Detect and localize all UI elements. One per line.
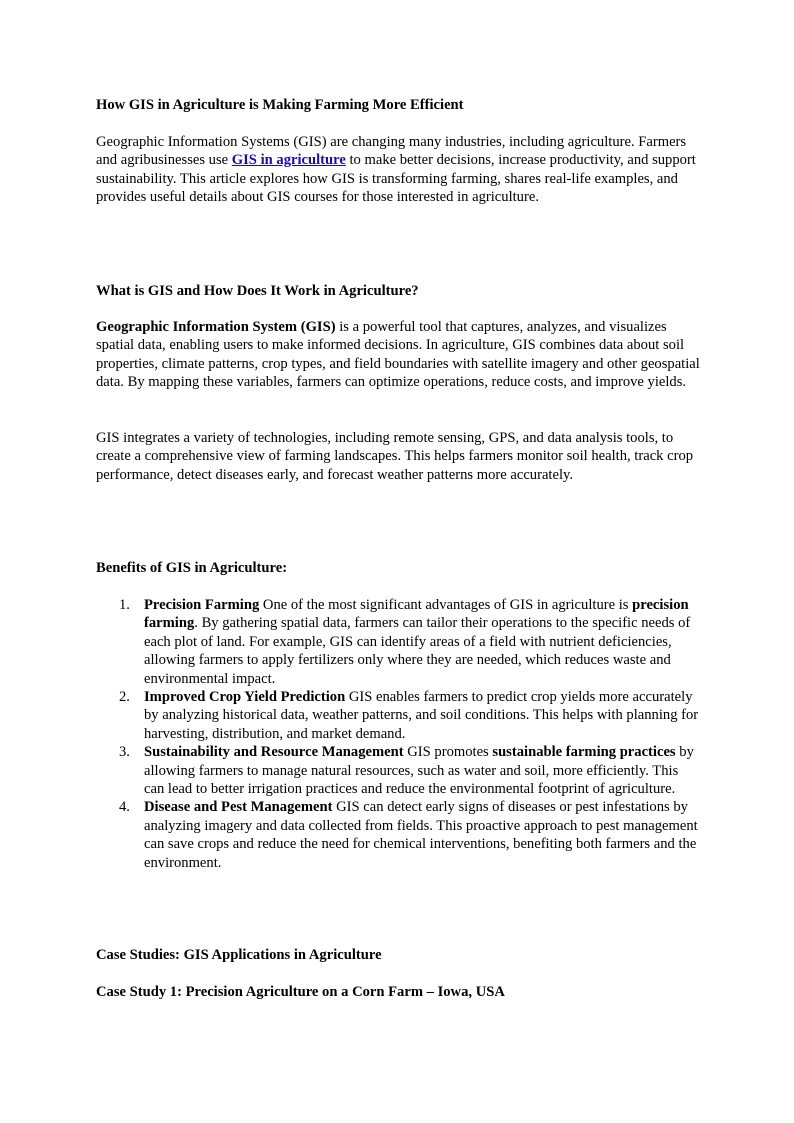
- gis-definition-text: is a powerful tool that captures, analyzes, and visualizes spatial data, enabling users to make informed decisions. In agriculture, GIS combines data about soil properties, climate patterns, crop types, and field boundaries with satellite imagery and other geospatial data. By mapping these variables, farmers can optimize operations, reduce costs, and improve yields.: [96, 319, 700, 391]
- benefits-list: [96, 596, 702, 872]
- list-number: 3.: [119, 744, 130, 761]
- gis-definition-paragraph: [96, 318, 706, 392]
- list-item-text: . By gathering spatial data, farmers can tailor their operations to the specific needs of each plot of land. For example, GIS can identify areas of a field with nutrient deficiencies, allowing farmers to apply fertilizers only where they are needed, which reduces waste and environmental impact.: [144, 615, 691, 687]
- list-item: [96, 688, 702, 743]
- list-number: 4.: [119, 799, 130, 816]
- gis-integration-paragraph: GIS integrates a variety of technologies, including remote sensing, GPS, and data analysis tools, to create a comprehensive view of farming landscapes. This helps farmers monitor soil health, track crop performance, detect diseases early, and forecast weather patterns more accurately.: [96, 430, 694, 483]
- list-item-text: One of the most significant advantages of GIS in agriculture is: [259, 597, 633, 613]
- case-study-1-heading: Case Study 1: Precision Agriculture on a Corn Farm – Iowa, USA: [96, 984, 505, 1000]
- list-item-title: Improved Crop Yield Prediction: [144, 689, 346, 706]
- intro-text-end: to make better decisions, increase productivity, and support sustainability. This article explores how GIS is transforming farming, shares real-life examples, and provides useful details about GIS courses for those interested in agriculture.: [96, 152, 696, 206]
- list-item: [96, 596, 702, 688]
- section-heading-case-studies: Case Studies: GIS Applications in Agriculture: [96, 947, 382, 963]
- list-item-text: GIS promotes: [403, 744, 493, 761]
- list-item: [96, 798, 702, 872]
- section-heading-what-is-gis: What is GIS and How Does It Work in Agriculture?: [96, 283, 419, 299]
- list-item-title: Disease and Pest Management: [144, 799, 333, 816]
- intro-text-start: Geographic Information Systems (GIS) are changing many industries, including agriculture. Farmers and agribusinesses use: [96, 134, 687, 169]
- list-item: [96, 743, 702, 798]
- list-number: 2.: [119, 689, 130, 706]
- list-item-text: GIS enables farmers to predict crop yields more accurately by analyzing historical data, weather patterns, and soil conditions. This helps with planning for harvesting, distribution, and market demand.: [144, 689, 699, 742]
- section-heading-benefits: Benefits of GIS in Agriculture:: [96, 560, 288, 576]
- list-item-text: GIS can detect early signs of diseases or pest infestations by analyzing imagery and data collected from fields. This proactive approach to pest management can save crops and reduce the need for chemical interventions, benefiting both farmers and the environment.: [144, 799, 698, 871]
- document-title: How GIS in Agriculture is Making Farming More Efficient: [96, 97, 464, 113]
- list-item-title: Precision Farming: [144, 597, 260, 613]
- gis-in-agriculture-link[interactable]: GIS in agriculture: [231, 152, 346, 169]
- intro-paragraph: [96, 133, 706, 207]
- list-number: 1.: [119, 597, 130, 613]
- list-item-emphasis: precision farming: [144, 597, 689, 632]
- gis-definition-term: Geographic Information System (GIS): [96, 319, 336, 335]
- list-item-text: by allowing farmers to manage natural resources, such as water and soil, more efficiently. This can lead to better irrigation practices and reduce the environmental footprint of agriculture.: [144, 744, 694, 798]
- list-item-emphasis: sustainable farming practices: [492, 744, 676, 761]
- list-item-title: Sustainability and Resource Management: [144, 744, 404, 761]
